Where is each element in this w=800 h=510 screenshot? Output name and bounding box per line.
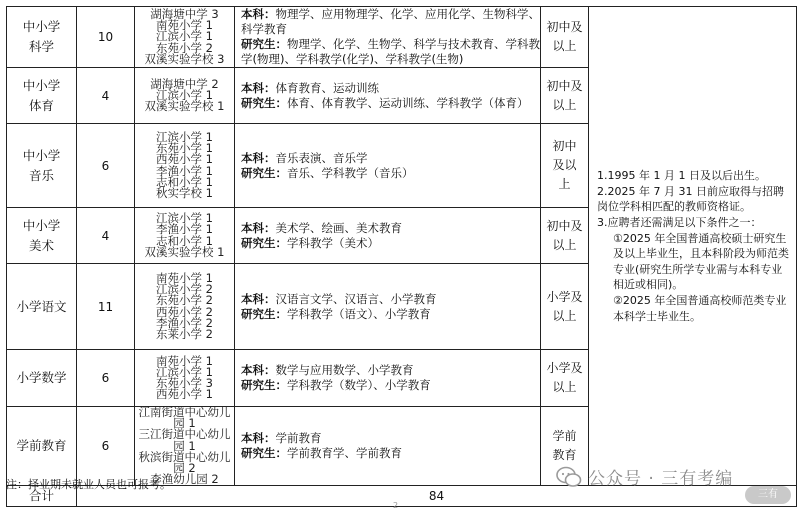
undergrad-label: 本科： [241, 363, 276, 377]
grad-line [241, 166, 540, 181]
subject-line: 中小学 [22, 147, 61, 163]
education-line: 小学及 [546, 289, 583, 304]
education-line: 初中及 [546, 20, 583, 34]
undergrad-majors: 音乐表演、音乐学 [275, 150, 368, 165]
undergrad-line [241, 151, 540, 166]
undergrad-line [241, 363, 540, 378]
subject-line: 小学数学 [16, 370, 67, 385]
recruitment-table [6, 6, 797, 507]
condition-item: 3.应聘者还需满足以下条件之一： [597, 216, 762, 230]
education-cell [541, 68, 589, 124]
grad-label: 研究生： [241, 306, 287, 321]
undergrad-line [241, 292, 540, 307]
grad-label: 研究生： [241, 378, 287, 392]
school-line: 南苑小学 1 [156, 270, 213, 285]
grad-line [241, 378, 540, 393]
school-line: 双溪实验学校 1 [144, 244, 225, 259]
grad-line [241, 307, 540, 322]
count-cell: 10 [77, 7, 135, 68]
school-line: 东苑小学 3 [156, 376, 213, 390]
undergrad-line [241, 7, 540, 37]
education-line: 以上 [552, 308, 577, 323]
subject-cell [7, 68, 77, 124]
undergrad-majors: 数学与应用数学、小学教育 [275, 363, 414, 377]
major-cell [235, 350, 541, 407]
undergrad-label: 本科： [241, 150, 276, 165]
school-line: 东苑小学 1 [156, 141, 213, 156]
condition-item: 2.2025 年 7 月 31 日前应取得与招聘岗位学科相匹配的教师资格证。 [597, 184, 784, 214]
education-line: 初中 [552, 139, 577, 153]
count-cell: 4 [77, 68, 135, 124]
school-line: 江南街道中心幼儿园 1 [138, 405, 231, 431]
education-line: 上 [558, 177, 571, 191]
watermark [556, 464, 733, 489]
page-number: 2 [393, 501, 399, 510]
grad-line [241, 37, 540, 67]
education-line: 初中及 [546, 78, 583, 93]
school-line: 东苑小学 2 [156, 40, 213, 55]
count-cell: 6 [77, 124, 135, 208]
school-line: 江滨小学 1 [156, 364, 213, 379]
undergrad-label: 本科： [241, 291, 276, 306]
major-cell [235, 124, 541, 208]
major-cell [235, 7, 541, 68]
undergrad-majors: 学前教育 [275, 431, 322, 446]
subject-line: 中小学 [22, 217, 61, 233]
education-line: 以上 [552, 380, 577, 394]
schools-cell [135, 407, 235, 486]
education-line: 以上 [552, 97, 577, 112]
school-line: 东苑小学 2 [156, 293, 213, 308]
grad-majors: 物理学、化学、生物学、科学与技术教育、学科教学(物理)、学科教学(化学)、学科教学(生物) [241, 37, 540, 66]
schools-cell [135, 264, 235, 350]
school-line: 江滨小学 2 [156, 282, 213, 297]
school-line: 东莱小学 2 [156, 326, 213, 341]
school-line: 李渔幼儿园 2 [150, 472, 219, 487]
grad-label: 研究生： [241, 37, 287, 51]
count-cell: 11 [77, 264, 135, 350]
school-line: 秋滨街道中心幼儿园 2 [138, 449, 231, 476]
school-line: 志和小学 1 [156, 233, 213, 248]
subject-line: 小学语文 [16, 298, 67, 314]
grad-line [241, 96, 540, 111]
school-line: 南苑小学 1 [156, 18, 213, 33]
total-value: 84 [77, 486, 797, 507]
school-line: 李渔小学 2 [156, 315, 213, 330]
grad-majors: 体育、体育教学、运动训练、学科教学（体育） [287, 95, 529, 110]
total-label: 合计 [7, 486, 77, 507]
subject-line: 科学 [28, 39, 54, 54]
undergrad-label: 本科： [241, 80, 276, 95]
school-line: 湖海塘中学 3 [150, 6, 219, 21]
undergrad-label: 本科： [241, 431, 276, 446]
footnote: 注：择业期未就业人员也可报考。 [6, 478, 171, 491]
grad-line [241, 446, 540, 461]
major-cell [235, 264, 541, 350]
subject-cell [7, 407, 77, 486]
condition-item: ②2025 年全国普通高校师范类专业本科学士毕业生。 [613, 293, 787, 323]
subject-line: 中小学 [22, 19, 61, 34]
schools-cell [135, 7, 235, 68]
undergrad-label: 本科： [241, 220, 276, 235]
education-line: 初中及 [546, 218, 583, 233]
watermark-text: 公众号 · 三有考编 [588, 469, 734, 489]
education-line: 以上 [552, 39, 577, 53]
subject-line: 学前教育 [16, 438, 67, 454]
undergrad-line [241, 431, 540, 446]
education-line: 以上 [552, 237, 577, 252]
table-row [7, 7, 797, 68]
major-cell [235, 208, 541, 264]
school-line: 志和小学 1 [156, 174, 213, 189]
subject-line: 体育 [28, 97, 54, 113]
school-line: 秋实学校 1 [156, 185, 213, 200]
school-line: 南苑小学 1 [156, 353, 213, 368]
grad-label: 研究生： [241, 446, 287, 461]
wechat-icon [556, 466, 582, 488]
education-cell [541, 7, 589, 68]
education-line: 小学及 [546, 361, 583, 375]
school-line: 江滨小学 1 [156, 29, 213, 44]
grad-label: 研究生： [241, 165, 287, 180]
major-cell [235, 68, 541, 124]
education-cell [541, 350, 589, 407]
school-line: 李渔小学 1 [156, 163, 213, 178]
grad-label: 研究生： [241, 235, 287, 250]
school-line: 西苑小学 2 [156, 304, 213, 319]
school-line: 西苑小学 1 [156, 152, 213, 167]
education-line: 学前 [552, 429, 577, 444]
schools-cell [135, 208, 235, 264]
education-cell [541, 124, 589, 208]
school-line: 江滨小学 1 [156, 87, 213, 102]
subject-cell [7, 124, 77, 208]
condition-item: 1.1995 年 1 月 1 日及以后出生。 [597, 169, 766, 183]
subject-cell [7, 264, 77, 350]
schools-cell [135, 68, 235, 124]
education-cell [541, 208, 589, 264]
subject-line: 美术 [28, 237, 54, 253]
school-line: 三江街道中心幼儿园 1 [138, 427, 231, 453]
school-line: 李渔小学 1 [156, 222, 213, 237]
watermark-badge: 三有 [745, 486, 791, 504]
conditions-cell [589, 7, 797, 486]
subject-line: 中小学 [22, 77, 61, 93]
undergrad-majors: 物理学、应用物理学、化学、应用化学、生物科学、科学教育 [241, 7, 540, 36]
school-line: 湖海塘中学 2 [150, 76, 219, 91]
subject-cell [7, 208, 77, 264]
undergrad-line [241, 81, 540, 96]
count-cell: 6 [77, 350, 135, 407]
school-line: 双溪实验学校 1 [144, 99, 225, 114]
major-cell [235, 407, 541, 486]
undergrad-line [241, 221, 540, 236]
school-line: 西苑小学 1 [156, 387, 213, 402]
schools-cell [135, 350, 235, 407]
grad-label: 研究生： [241, 95, 287, 110]
subject-cell [7, 7, 77, 68]
grad-majors: 学科教学（美术） [287, 235, 379, 250]
schools-cell [135, 124, 235, 208]
school-line: 江滨小学 1 [156, 211, 213, 226]
school-line: 双溪实验学校 3 [144, 51, 225, 66]
undergrad-majors: 汉语言文学、汉语言、小学教育 [275, 291, 437, 306]
undergrad-majors: 美术学、绘画、美术教育 [275, 220, 402, 235]
count-cell: 4 [77, 208, 135, 264]
undergrad-majors: 体育教育、运动训练 [275, 80, 379, 95]
subject-line: 音乐 [28, 167, 54, 183]
education-line: 及以 [552, 158, 577, 172]
grad-majors: 音乐、学科教学（音乐） [287, 165, 414, 180]
school-line: 江滨小学 1 [156, 129, 213, 144]
condition-item: ①2025 年全国普通高校硕士研究生及以上毕业生，且本科阶段为师范类专业(研究生所学专业需与本科专业相近或相同)。 [613, 231, 789, 292]
subject-cell [7, 350, 77, 407]
undergrad-label: 本科： [241, 7, 276, 21]
education-line: 教育 [552, 448, 577, 463]
education-cell [541, 264, 589, 350]
grad-line [241, 236, 540, 251]
count-cell: 6 [77, 407, 135, 486]
grad-majors: 学前教育学、学前教育 [287, 446, 402, 461]
grad-majors: 学科教学（数学）、小学教育 [287, 378, 431, 392]
grad-majors: 学科教学（语文）、小学教育 [287, 306, 431, 321]
